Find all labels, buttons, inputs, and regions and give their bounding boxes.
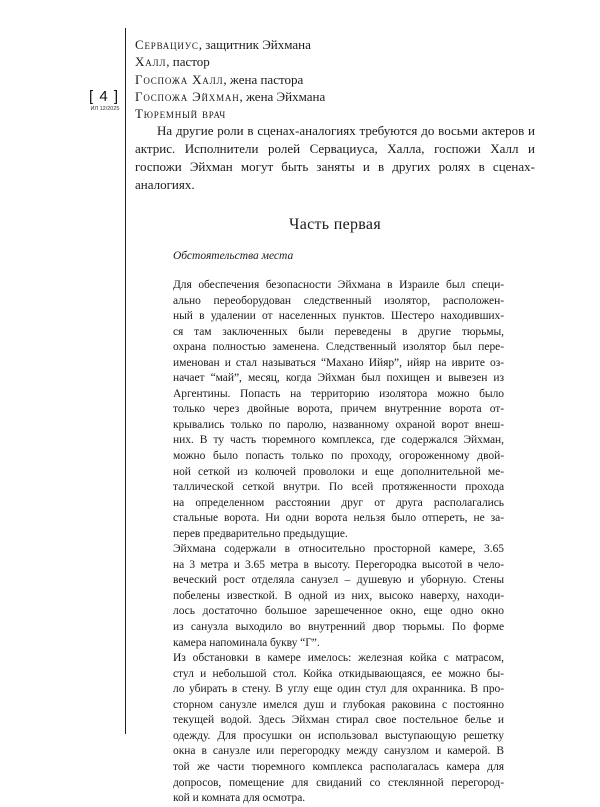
text-line: ся там заключенных были переведены в другие тюрьмы, — [173, 325, 504, 338]
text-line: стальные ворота. Ни одни ворота нельзя было отпереть, не за- — [173, 512, 504, 525]
issue-label: ИЛ 12/2025 — [90, 106, 120, 112]
text-line: побелены известкой. В одной из них, высоко наверху, находи- — [173, 589, 504, 602]
casting-note: На другие роли в сценах-аналогиях требуются до восьми актеров и актрис. Исполнители ролей Сервациуса, Халла, госпожи Халл и госпожи Эйхман могут быть заняты и в других ролях в сценах-аналогиях. — [135, 123, 535, 192]
text-line: текущей водой. Здесь Эйхман стирал свое постельное белье и — [173, 714, 504, 727]
cast-entry — [135, 36, 535, 53]
part-title: Часть первая — [289, 216, 381, 233]
text-line: Эйхмана содержали в относительно просторной камере, 3.65 — [173, 543, 504, 556]
text-line: начает “май”, месяц, когда Эйхман был похищен и вывезен из — [173, 372, 504, 385]
text-line: камера напоминала букву “Г”. — [173, 636, 320, 649]
text-line: именован и стал называться “Махано Ийяр”, ийяр на иврите оз- — [173, 356, 504, 369]
cast-desc: , защитник Эйхмана — [198, 37, 311, 52]
cast-entry — [135, 88, 535, 105]
text-line: ло убирать в стену. В углу еще один стул для охранника. В про- — [173, 683, 504, 696]
text-line: допросов, помещение для свиданий со стеклянной перегород- — [173, 776, 504, 789]
cast-name: Госпожа Эйхман — [135, 88, 240, 104]
cast-name: Сервациус — [135, 37, 199, 52]
text-line: Из обстановки в камере имелось: железная койка с матрасом, — [173, 652, 504, 665]
text-line: ально переоборудован следственный изолятор, расположен- — [173, 294, 504, 307]
section-title: Обстоятельства места — [173, 250, 294, 262]
text-line: окна в санузле или перегородку между санузлом и камерой. В — [173, 745, 504, 758]
text-line: Для обеспечения безопасности Эйхмана в Израиле был специ- — [173, 279, 504, 291]
text-line: той же части тюремного комплекса располагалась камера для — [173, 760, 504, 773]
text-line: охрана полностью заменена. Следственный изолятор был пере- — [173, 341, 504, 354]
cast-desc: , жена пастора — [223, 71, 304, 87]
text-line: кой и комната для осмотра. — [173, 792, 306, 805]
text-line: веческий рост отделяла санузел – душевую и уборную. Стены — [173, 574, 504, 587]
text-line: стул и небольшой стол. Койка откидывающаяся, ее можно бы- — [173, 667, 504, 680]
text-line: можно было попасть только по проходу, огороженному двой- — [173, 450, 504, 463]
cast-entry — [135, 105, 535, 122]
cast-entry — [135, 53, 535, 70]
text-line: ный в удалении от населенных пунктов. Шестеро находивших- — [173, 310, 504, 323]
cast-desc: , жена Эйхмана — [239, 88, 326, 104]
text-line: сторном санузле имелся душ и глубокая раковина с постоянно — [173, 698, 504, 711]
text-line: только через двойные ворота, причем внутренние ворота от- — [173, 403, 504, 416]
text-line: ной сеткой из колючей проволоки и еще дополнительной ме- — [173, 465, 504, 478]
cast-list — [135, 36, 535, 122]
page-number: [ 4 ] — [88, 88, 119, 105]
text-line: из санузла выходило во внутренний двор тюрьмы. По форме — [173, 621, 504, 634]
text-line: Аргентины. Попасть на территорию изолятора можно было — [173, 387, 504, 400]
text-line: крывались только по паролю, названному охраной ворот внеш- — [173, 418, 504, 431]
cast-name: Госпожа Халл — [135, 71, 224, 87]
text-line: на 3 метра и 3.65 метра в высоту. Перегородка высотой в чело- — [173, 558, 504, 571]
body-text — [173, 278, 504, 807]
cast-entry — [135, 71, 535, 88]
text-line: на определенном расстоянии друг от друга располагались — [173, 496, 504, 509]
cast-name: Тюремный врач — [135, 106, 227, 122]
text-line: них. В ту часть тюремного комплекса, где содержался Эйхман, — [173, 434, 504, 447]
cast-name: Халл — [135, 54, 167, 70]
text-line: перев предварительно предыдущие. — [173, 527, 348, 540]
cast-desc: , пастор — [166, 54, 210, 70]
text-line: одежду. Для просушки он использовал выступающую решетку — [173, 729, 504, 742]
margin-rule — [125, 28, 126, 734]
text-line: лось достаточно большое зарешеченное окно, еще одно окно — [173, 605, 504, 618]
text-line: таллической сеткой внутри. По всей протяженности прохода — [173, 481, 504, 494]
